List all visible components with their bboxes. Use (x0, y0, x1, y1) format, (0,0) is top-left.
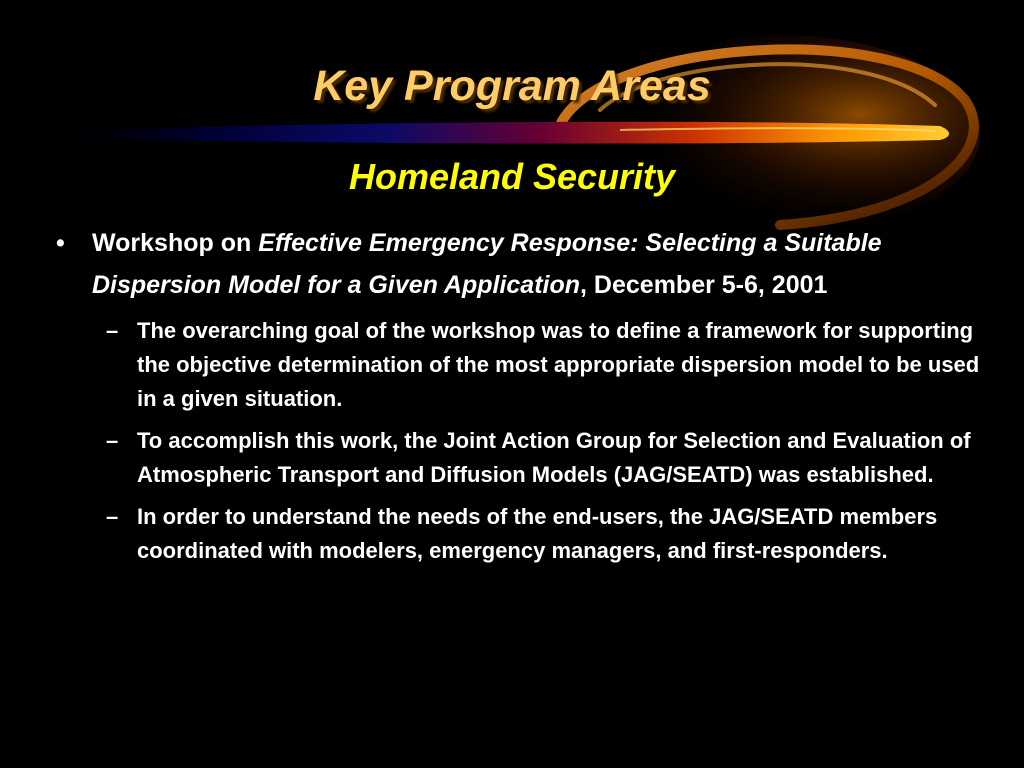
sub-bullet (50, 500, 980, 568)
swoosh-beam (40, 122, 949, 144)
slide-subtitle: Homeland Security (348, 156, 676, 197)
main-bullet (50, 222, 980, 306)
sub-bullet-text: In order to understand the needs of the end-users, the JAG/SEATD members coordinated with modelers, emergency managers, and first-responders. (137, 504, 938, 563)
main-bullet-workshop-title: Effective Emergency Response: Selecting a Suitable Dispersion Model for a Given Application (92, 229, 882, 299)
sub-bullet-text: To accomplish this work, the Joint Action Group for Selection and Evaluation of Atmospheric Transport and Diffusion Models (JAG/SEATD) was established. (137, 428, 971, 487)
sub-bullet-marker: – (106, 428, 119, 453)
sub-bullet-text: The overarching goal of the workshop was to define a framework for supporting the objective determination of the most appropriate dispersion model to be used in a given situation. (137, 318, 980, 411)
sub-bullet-marker: – (106, 318, 119, 343)
sub-bullet-marker: – (106, 504, 119, 529)
sub-bullet (50, 424, 980, 492)
main-bullet-prefix: Workshop on (92, 229, 259, 257)
main-bullet-date: , December 5-6, 2001 (580, 271, 828, 299)
slide-body (50, 222, 980, 576)
bullet-marker: • (56, 229, 65, 257)
sub-bullet (50, 314, 980, 416)
sub-bullet-list (50, 314, 980, 568)
slide-title: Key Program Areas (313, 62, 711, 110)
